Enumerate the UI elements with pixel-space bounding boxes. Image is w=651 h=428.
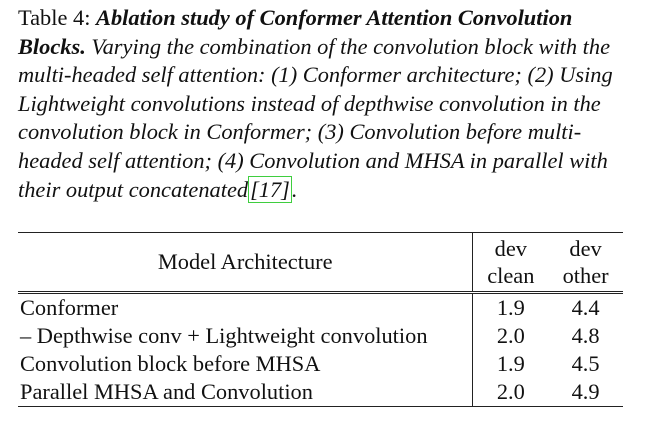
row-dev-clean: 2.0 [473,322,548,350]
row-architecture: Conformer [18,293,473,323]
row-dev-clean: 1.9 [473,293,548,323]
table-caption [18,4,636,204]
row-dev-clean: 1.9 [473,350,548,378]
row-dev-other: 4.8 [571,323,600,348]
header-dev-clean [473,233,548,293]
row-dev-other: 4.5 [571,351,600,376]
table-row [18,293,623,323]
row-dev-clean: 2.0 [473,378,548,407]
caption-title: Ablation study of Conformer Attention Convolution Blocks. [18,5,573,59]
row-architecture: – Depthwise conv + Lightweight convolution [20,323,428,348]
ablation-table [18,232,623,407]
table-row [18,378,623,407]
table-row [18,322,623,350]
row-architecture: Parallel MHSA and Convolution [18,378,473,407]
caption-number: Table 4: [18,5,91,30]
header-dev-clean-line2: clean [487,263,535,288]
header-dev-clean-line1: dev [494,236,527,261]
header-dev-other-line1: dev [569,236,602,261]
header-dev-other-line2: other [562,263,609,288]
row-dev-other: 4.9 [548,378,623,407]
caption-body: Varying the combination of the convolution block with the multi-headed self attention: (1) Conformer architecture; (2) Using Lightweight convolutions instead of depthwise convolution in the convolution block in Conformer; (3) Convolution before multi-headed self attention; (4) Convolution and MHSA in parallel with their output concatenated [18,33,613,202]
row-dev-other: 4.4 [548,293,623,323]
header-dev-other [548,233,623,293]
citation-link[interactable]: [17] [250,176,290,202]
caption-end: . [291,176,298,202]
row-architecture: Convolution block before MHSA [20,351,321,376]
table-row [18,350,623,378]
header-model-architecture: Model Architecture [18,233,473,293]
